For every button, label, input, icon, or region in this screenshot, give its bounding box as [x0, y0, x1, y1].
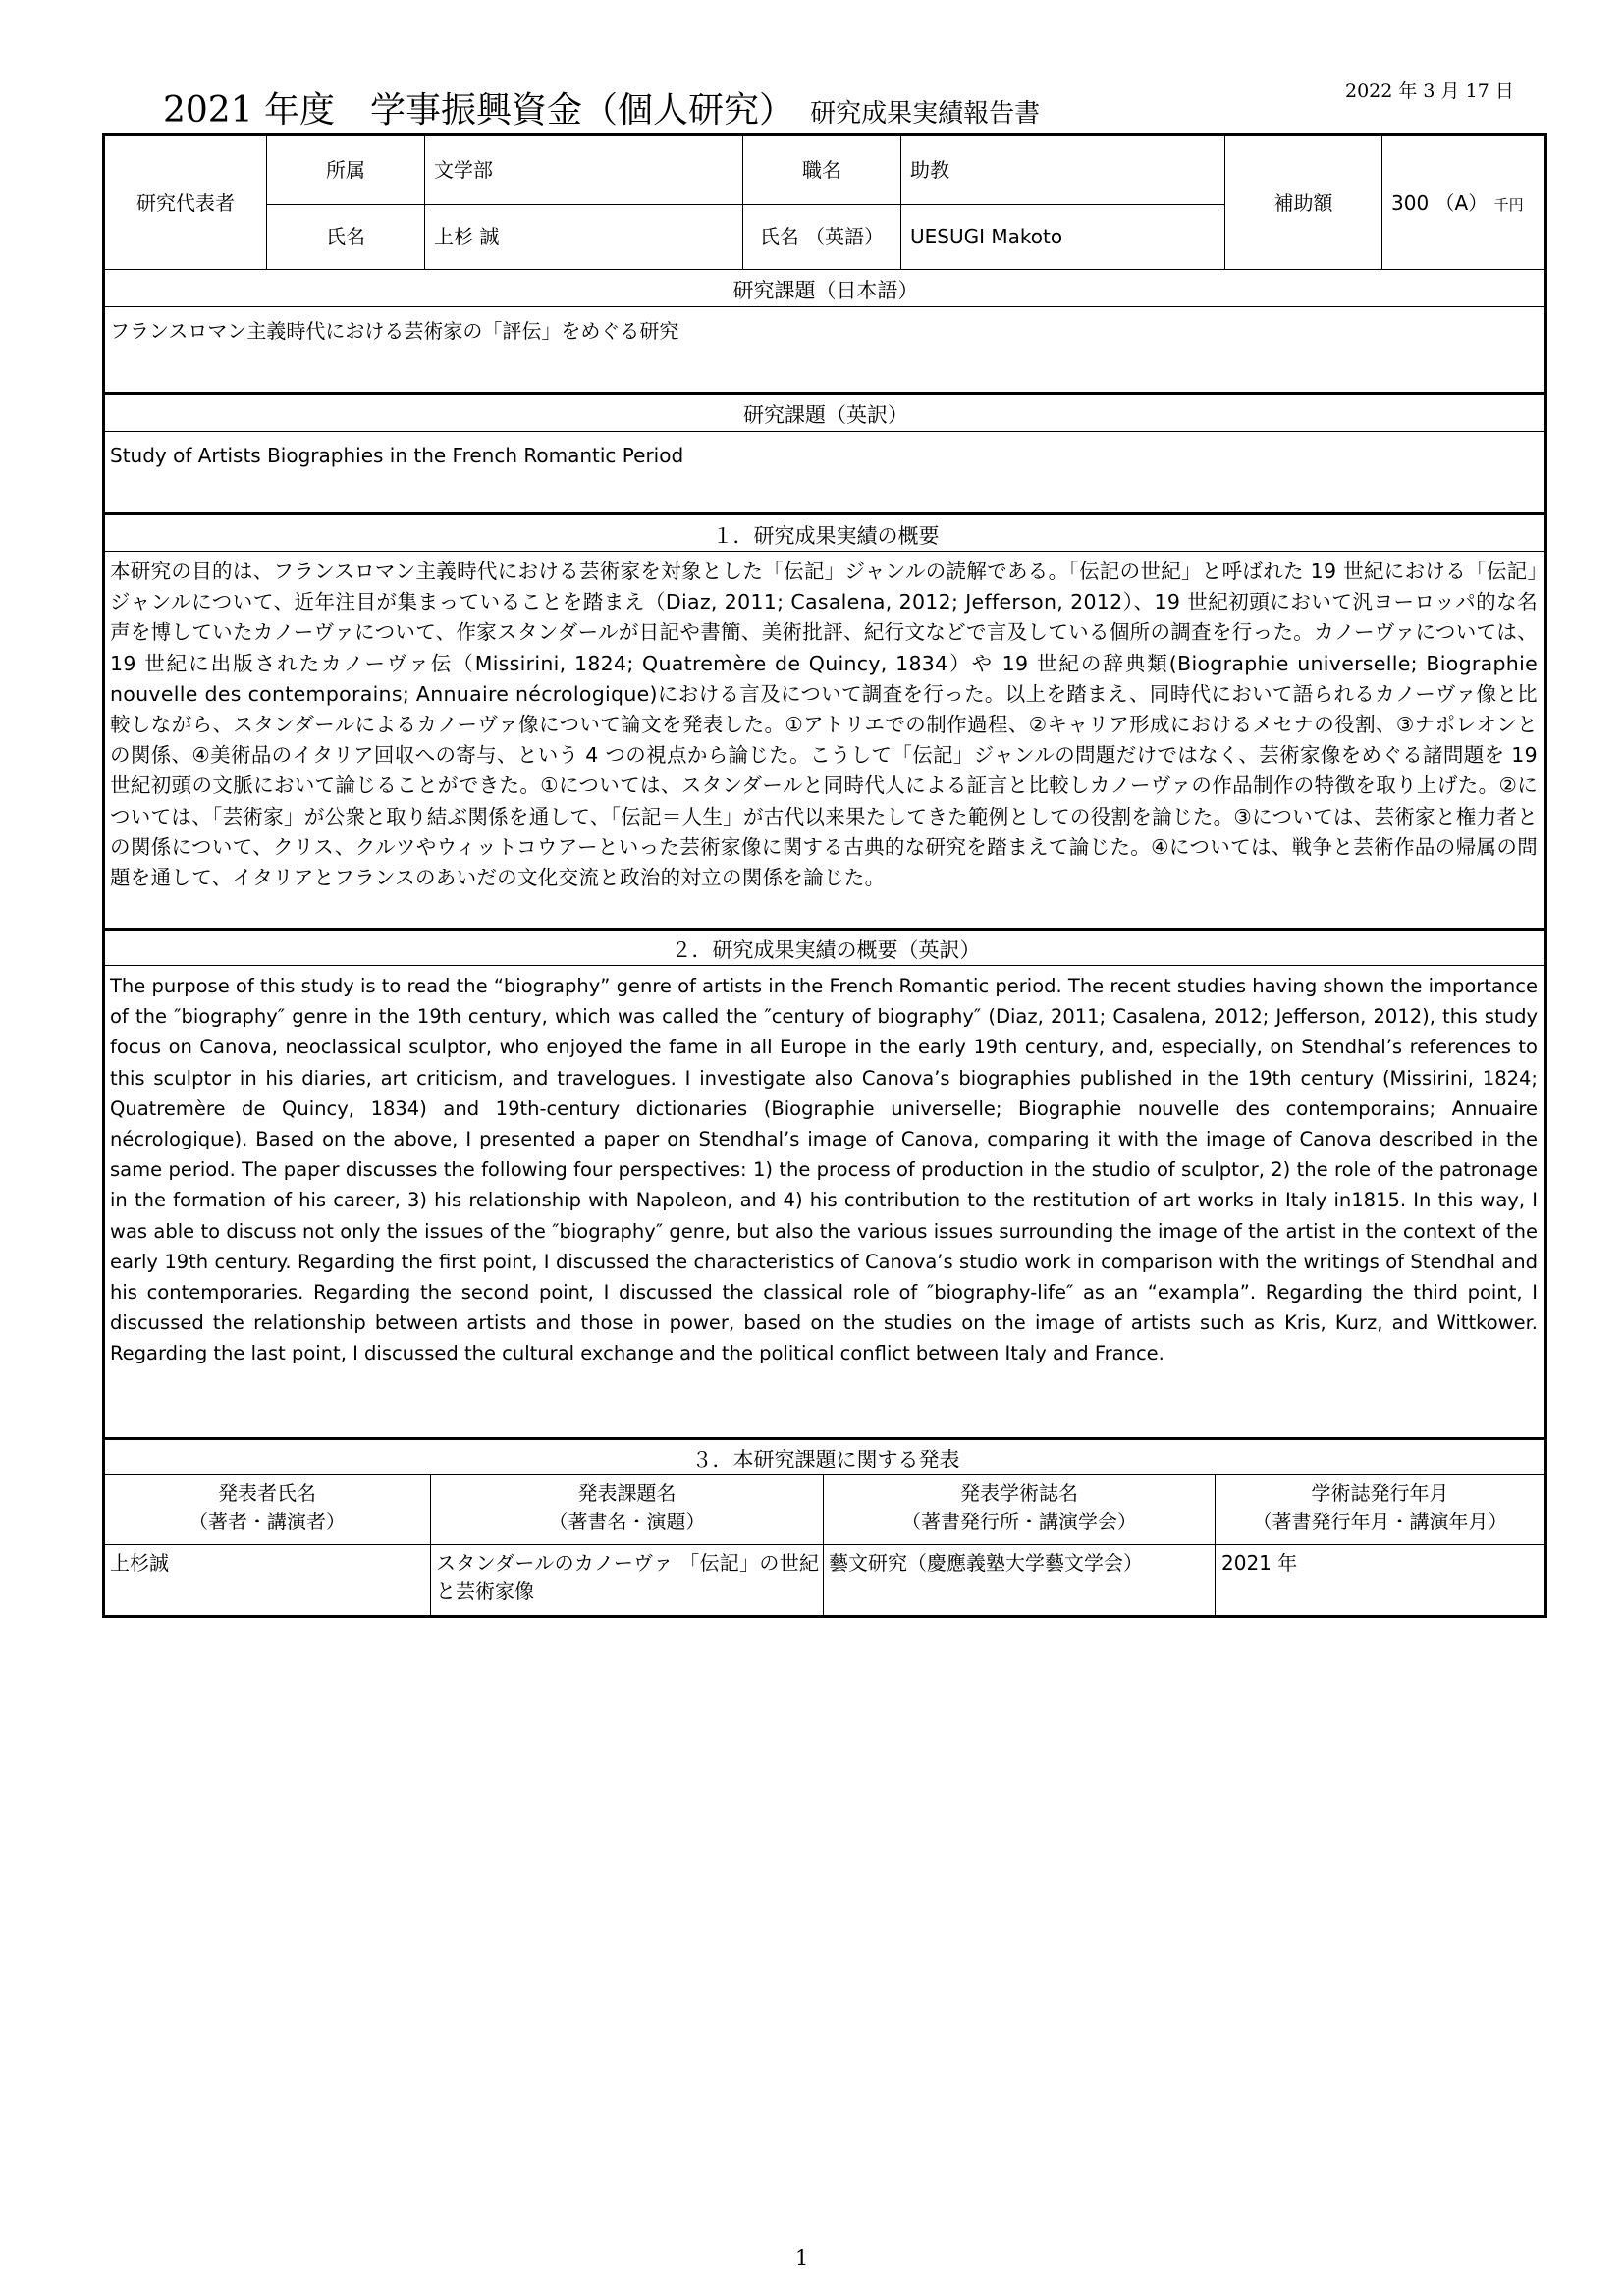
divider [900, 135, 901, 270]
col-title-subtitle: （著書名・演題） [548, 1510, 706, 1533]
col-journal-header [824, 1479, 1215, 1536]
page-number: 1 [795, 2246, 809, 2269]
pub-journal: 藝文研究（慶應義塾大学藝文学会） [829, 1551, 1143, 1575]
publications-header: ３．本研究課題に関する発表 [691, 1448, 960, 1471]
position-label: 職名 [802, 158, 841, 182]
divider [102, 1437, 1547, 1440]
summary-en-text: The purpose of this study is to read the “biography” genre of artists in the French Romantic period. The recent studies having shown the importance of the ″biography″ genre in the 19th century, which was called the ″century of biography″ (Diaz, 2011; Casalena, 2012; Jefferson, 2012), this study focus on Canova, neoclassical sculptor, who enjoyed the fame in all Europe in the early 19th century, and, especially, on Stendhal’s references to this sculptor in his diaries, art criticism, and travelogues. I investigate also Canova’s biographies published in the 19th century (Missirini, 1824; Quatremère de Quincy, 1834) and 19th-century dictionaries (Biographie universelle; Biographie nouvelle des contemporains; Annuaire nécrologique). Based on the above, I presented a paper on Stendhal’s image of Canova, comparing it with the image of Canova described in the same period. The paper discusses the following four perspectives: 1) the process of production in the studio of sculptor, 2) the role of the patronage in the formation of his career, 3) his relationship with Napoleon, and 4) his contribution to the restitution of art works in Italy in1815. In this way, I was able to discuss not only the issues of the ″biography″ genre, but also the various issues surrounding the image of the artist in the context of the early 19th century. Regarding the first point, I discussed the characteristics of Canova’s studio work in comparison with the writings of Stendhal and his contemporaries. Regarding the second point, I discussed the classical role of ″biography-life″ as an “exampla”. Regarding the third point, I discussed the relationship between artists and those in power, based on the studies on the image of artists such as Kris, Kurz, and Wittkower. Regarding the last point, I discussed the cultural exchange and the political conflict between Italy and France. [110, 975, 1538, 1365]
pub-author: 上杉誠 [110, 1551, 169, 1575]
divider [104, 269, 1545, 270]
divider [1381, 135, 1382, 270]
col-author-header [104, 1479, 430, 1536]
border-bottom [102, 1615, 1547, 1618]
name-en-label: 氏名 （英語） [759, 225, 885, 248]
affiliation-value: 文学部 [434, 158, 493, 182]
col-journal-title: 発表学術誌名 [960, 1481, 1078, 1505]
representative-label: 研究代表者 [136, 191, 235, 215]
topic-en-text: Study of Artists Biographies in the French Romantic Period [110, 444, 684, 467]
col-date-title: 学術誌発行年月 [1311, 1481, 1449, 1505]
divider [104, 1544, 1545, 1545]
divider [104, 1474, 1545, 1475]
document-title [163, 82, 1040, 133]
col-author-subtitle: （著者・講演者） [189, 1510, 346, 1533]
divider [266, 204, 1224, 205]
grant-unit: 千円 [1493, 196, 1524, 214]
pub-title: スタンダールのカノーヴァ 「伝記」の世紀と芸術家像 [436, 1551, 819, 1603]
grant-value: 300 （A） [1391, 191, 1489, 215]
col-date-header [1216, 1479, 1544, 1536]
col-date-subtitle: （著書発行年月・講演年月） [1252, 1510, 1508, 1533]
position-value: 助教 [910, 158, 949, 182]
divider [104, 551, 1545, 552]
pub-date: 2021 年 [1221, 1551, 1298, 1575]
grant-amount [1391, 188, 1543, 220]
col-author-title: 発表者氏名 [218, 1481, 316, 1505]
divider [104, 431, 1545, 432]
divider [102, 512, 1547, 515]
summary-ja-header: １．研究成果実績の概要 [712, 524, 940, 548]
topic-ja-text: フランスロマン主義時代における芸術家の「評伝」をめぐる研究 [110, 319, 679, 343]
col-title-header [431, 1479, 823, 1536]
divider [102, 392, 1547, 395]
divider [102, 928, 1547, 931]
name-en-value: UESUGI Makoto [910, 225, 1063, 248]
name-label: 氏名 [326, 225, 365, 248]
border-top [102, 133, 1547, 136]
summary-ja-text: 本研究の目的は、フランスロマン主義時代における芸術家を対象とした「伝記」ジャンルの読解である。「伝記の世紀」と呼ばれた 19 世紀における「伝記」ジャンルについて、近年注目が集まっていることを踏まえ（Diaz, 2011; Casalena, 2012; Jefferson, 2012）、19 世紀初頭において汎ヨーロッパ的な名声を博していたカノーヴァについて、作家スタンダールが日記や書簡、美術批評、紀行文などで言及している個所の調査を行った。カノーヴァについては、19 世紀に出版されたカノーヴァ伝（Missirini, 1824; Quatremère de Quincy, 1834）や 19 世紀の辞典類(Biographie universelle; Biographie nouvelle des contemporains; Annuaire nécrologique)における言及について調査を行った。以上を踏まえ、同時代において語られるカノーヴァ像と比較しながら、スタンダールによるカノーヴァ像について論文を発表した。①アトリエでの制作過程、②キャリア形成におけるメセナの役割、③ナポレオンとの関係、④美術品のイタリア回収への寄与、という 4 つの視点から論じた。こうして「伝記」ジャンルの問題だけではなく、芸術家像をめぐる諸問題を 19 世紀初頭の文脈において論じることができた。①については、スタンダールと同時代人による証言と比較しカノーヴァの作品制作の特徴を取り上げた。②については、「芸術家」が公衆と取り結ぶ関係を通して、「伝記＝人生」が古代以来果たしてきた範例としての役割を論じた。③については、芸術家と権力者との関係について、クリス、クルツやウィットコウアーといった芸術家像に関する古典的な研究を踏まえて論じた。④については、戦争と芸術作品の帰属の問題を通して、イタリアとフランスのあいだの文化交流と政治的対立の関係を論じた。 [110, 560, 1538, 890]
summary-en-header: ２．研究成果実績の概要（英訳） [671, 938, 981, 962]
border-left [102, 133, 105, 1618]
divider [424, 135, 425, 270]
affiliation-label: 所属 [326, 158, 365, 182]
divider [104, 965, 1545, 966]
grant-label: 補助額 [1273, 191, 1333, 215]
topic-ja-header: 研究課題（日本語） [732, 279, 919, 302]
border-right [1544, 133, 1547, 1618]
title-sub: 研究成果実績報告書 [810, 99, 1041, 129]
divider [104, 306, 1545, 307]
report-date: 2022 年 3 月 17 日 [1345, 80, 1514, 102]
col-title-title: 発表課題名 [577, 1481, 677, 1505]
title-main: 2021 年度 学事振興資金（個人研究） [163, 90, 795, 131]
topic-en-header: 研究課題（英訳） [743, 403, 908, 427]
name-value: 上杉 誠 [434, 225, 500, 248]
col-journal-subtitle: （著書発行所・講演学会） [901, 1510, 1137, 1533]
